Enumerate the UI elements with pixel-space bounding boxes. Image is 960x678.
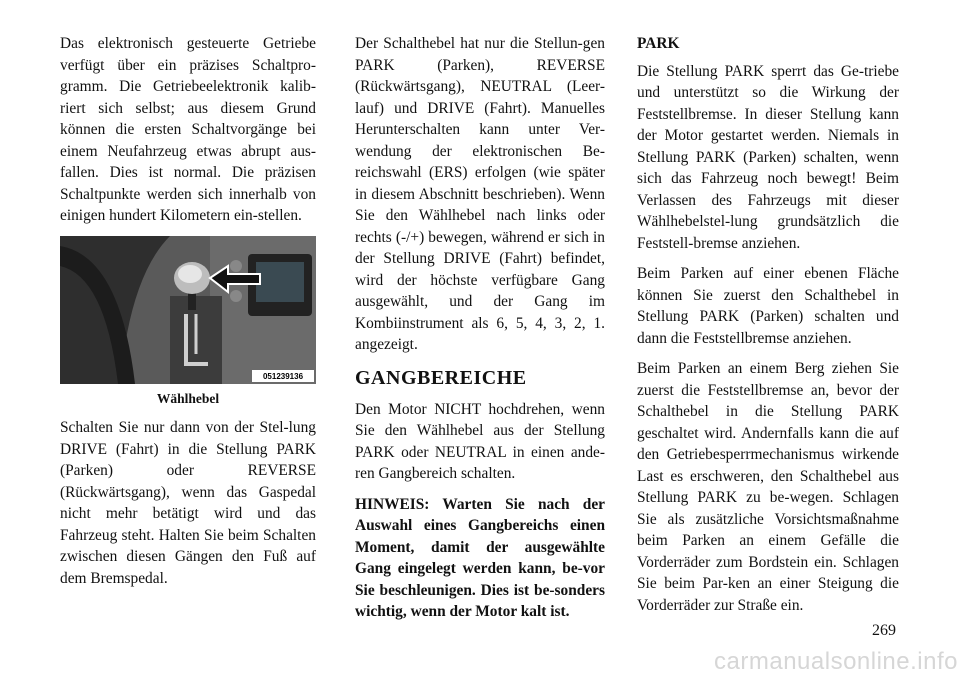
hill-parking-paragraph: Beim Parken an einem Berg ziehen Sie zuerst die Feststellbremse an, bevor der Schalthebel in die Stellung PARK geschaltet wird. Andernfalls kann die auf den Getriebesperrmechanismus wirkende Last es erschweren, den Schalthebel aus Stellung PARK zu be-wegen. Schlagen Sie als zusätzliche Vorsichtsmaßnahme beim Parken an einem Gefälle die Vorderräder zum Bordstein ein. Schlagen Sie beim Par-ken an einer Steigung die Vorderräder zur Straße ein. bbox=[637, 360, 899, 614]
engine-warning-paragraph: Den Motor NICHT hochdrehen, wenn Sie den Wählhebel aus der Stellung PARK oder NEUTRAL in einen ande-ren Gangbereich schalten. bbox=[355, 400, 605, 482]
gear-selector-photo bbox=[60, 236, 316, 384]
column-right bbox=[637, 33, 899, 625]
shift-positions-paragraph: Der Schalthebel hat nur die Stellun-gen PARK (Parken), REVERSE (Rückwärtsgang), NEUTRAL (Leer-lauf) und DRIVE (Fahrt). Manuelles Herunterschalten kann unter Ver-wendung der elektronischen Be-reichswahl (ERS) erfolgen (wie später in diesem Abschnitt beschrieben). Wenn Sie den Wählhebel nach links oder rechts (-/+) bewegen, während er sich in der Stellung DRIVE (Fahrt) befindet, wird der höchste verfügbare Gang ausgewählt, und der Gang im Kombiinstrument als 6, 5, 4, 3, 2, 1. angezeigt. bbox=[355, 35, 605, 353]
intro-paragraph: Das elektronisch gesteuerte Getriebe verfügt über ein präzises Schaltpro-gramm. Die Getriebeelektronik kalib-riert sich selbst; aus diesem Grund können die ersten Schaltvorgänge bei einem Neufahrzeug etwas abrupt aus-fallen. Dies ist normal. Die präzisen Schaltpunkte werden sich innerhalb von einigen hundert Kilometern ein-stellen. bbox=[60, 35, 316, 224]
gear-selector-illustration bbox=[60, 236, 316, 384]
note-paragraph: HINWEIS: Warten Sie nach der Auswahl eines Gangbereichs einen Moment, damit der ausgewählte Gang eingelegt werden kann, be-vor Sie beschleunigen. Dies ist be-sonders wichtig, wenn der Motor kalt ist. bbox=[355, 495, 605, 620]
drive-park-paragraph: Schalten Sie nur dann von der Stel-lung DRIVE (Fahrt) in die Stellung PARK (Parken) oder REVERSE (Rückwärtsgang), wenn das Gaspedal nicht mehr betätigt wird und das Fahrzeug steht. Halten Sie beim Schalten zwischen diesen Gängen den Fuß auf dem Bremspedal. bbox=[60, 419, 316, 587]
photo-caption: Wählhebel bbox=[156, 390, 220, 406]
level-parking-paragraph: Beim Parken auf einer ebenen Fläche können Sie zuerst den Schalthebel in Stellung PARK (Parken) schalten und dann die Feststellbremse anziehen. bbox=[637, 265, 899, 347]
section-heading-gangbereiche: GANGBEREICHE bbox=[355, 366, 527, 389]
column-left bbox=[60, 33, 316, 598]
subheading-park: PARK bbox=[637, 35, 680, 52]
page-number: 269 bbox=[872, 622, 896, 639]
image-code-label: 051239136 bbox=[262, 371, 304, 381]
watermark: carmanualsonline.info bbox=[714, 648, 958, 675]
column-middle bbox=[355, 33, 605, 632]
park-description-paragraph: Die Stellung PARK sperrt das Ge-triebe und unterstützt so die Wirkung der Feststellbremse. In dieser Stellung kann der Motor gestartet werden. Niemals in Stellung PARK (Parken) schalten, wenn sich das Fahrzeug noch bewegt! Beim Verlassen des Fahrzeugs mit dieser Wählhebelstel-lung grundsätzlich die Feststell-bremse anziehen. bbox=[637, 62, 899, 252]
